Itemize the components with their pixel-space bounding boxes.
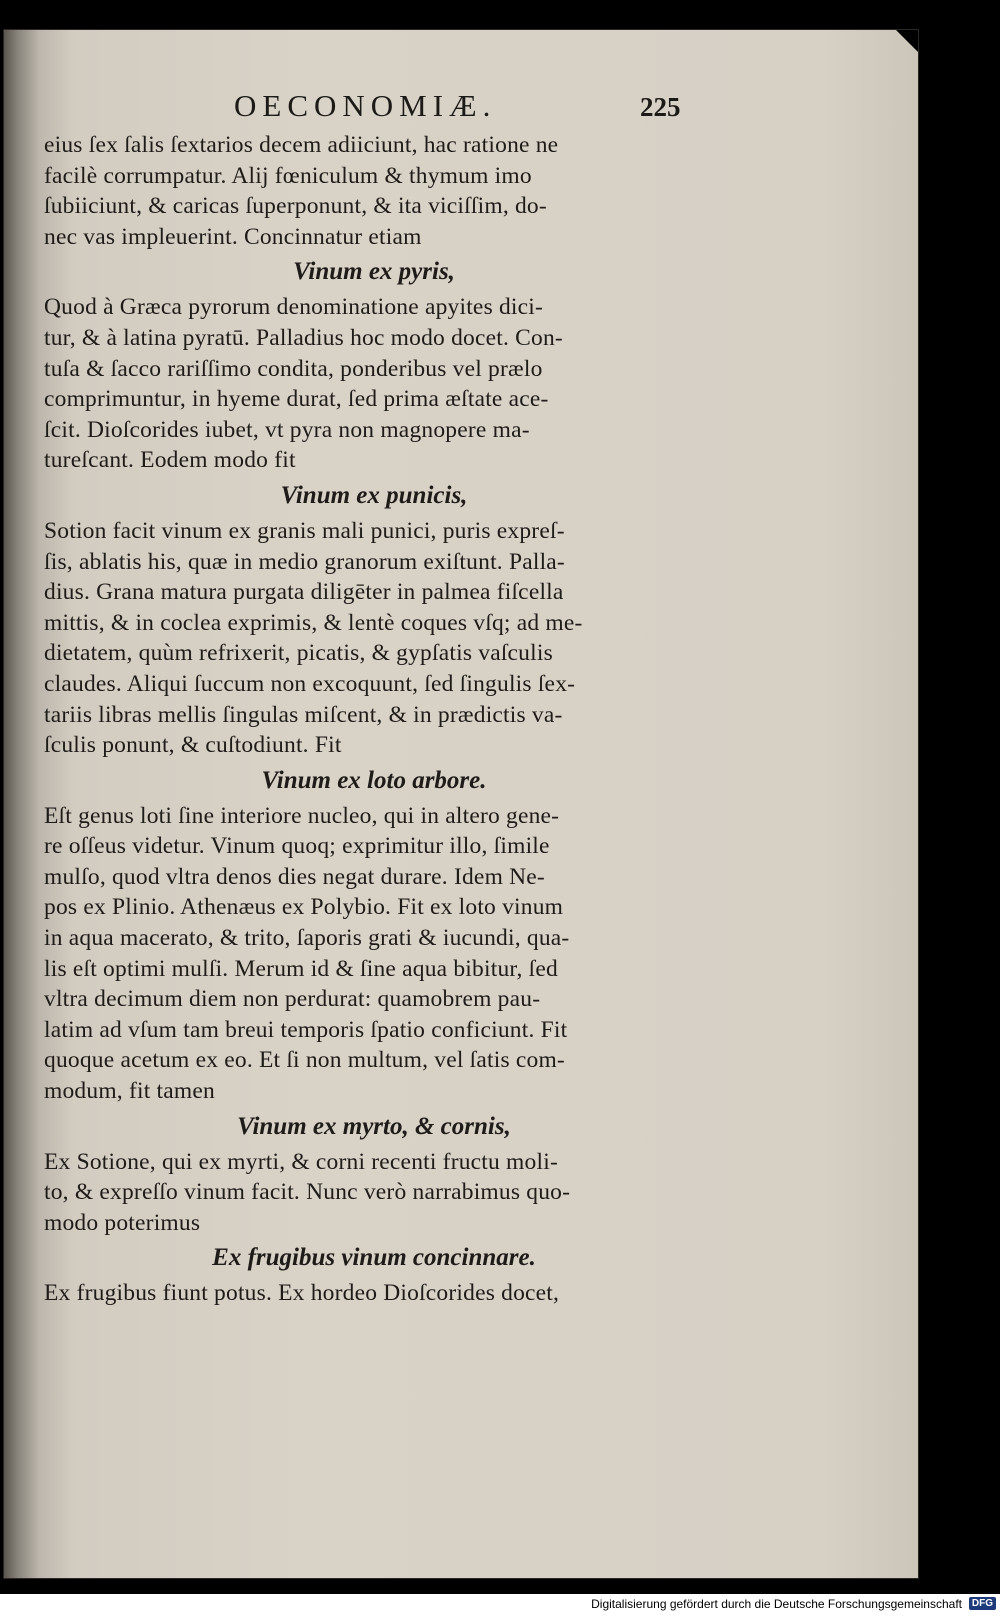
text-line: pos ex Plinio. Athenæus ex Polybio. Fit ex loto vinum (44, 894, 564, 921)
text-line: latim ad vſum tam breui temporis ſpatio conficiunt. Fit (44, 1016, 568, 1043)
page-number: 225 (640, 92, 681, 122)
text-line: tur, & à latina pyratū. Palladius hoc modo docet. Con- (44, 324, 563, 351)
text-line: mittis, & in coclea exprimis, & lentè coques vſq; ad me- (44, 609, 583, 636)
text-line: modum, fit tamen (44, 1078, 215, 1105)
text-line: re oſſeus videtur. Vinum quoq; exprimitur illo, ſimile (44, 833, 550, 860)
dfg-logo: DFG (969, 1597, 996, 1610)
text-line: quoque acetum ex eo. Et ſi non multum, vel ſatis com- (44, 1047, 565, 1074)
book-page (4, 30, 918, 1578)
folded-corner (896, 30, 918, 52)
text-line: in aqua macerato, & trito, ſaporis grati & iucundi, qua- (44, 925, 570, 952)
text-line: mulſo, quod vltra denos dies negat durare. Idem Ne- (44, 863, 545, 890)
running-head: OECONOMIÆ. (234, 88, 497, 123)
text-line: vltra decimum diem non perdurat: quamobrem pau- (44, 986, 541, 1013)
text-line: tariis libras mellis ſingulas miſcent, & in prædictis va- (44, 701, 563, 728)
text-line: lis eſt optimi mulſi. Merum id & ſine aqua bibitur, ſed (44, 955, 558, 982)
body-text (44, 130, 674, 1309)
section-heading: Ex frugibus vinum concinnare. (212, 1244, 536, 1272)
text-line: Ex frugibus fiunt potus. Ex hordeo Dioſcorides docet, (44, 1280, 560, 1307)
text-line: ſculis ponunt, & cuſtodiunt. Fit (44, 732, 342, 759)
text-line: tureſcant. Eodem modo fit (44, 447, 296, 474)
digitization-footer (0, 1594, 1000, 1618)
text-line: Ex Sotione, qui ex myrti, & corni recenti fructu moli- (44, 1148, 558, 1175)
text-line: ſubiiciunt, & caricas ſuperponunt, & ita viciſſim, do- (44, 193, 547, 220)
text-line: comprimuntur, in hyeme durat, ſed prima æſtate ace- (44, 386, 549, 413)
text-line: ſis, ablatis his, quæ in medio granorum exiſtunt. Palla- (44, 548, 565, 575)
text-line: Sotion facit vinum ex granis mali punici, puris expreſ- (44, 517, 565, 544)
text-line: modo poterimus (44, 1209, 201, 1236)
text-line: eius ſex ſalis ſextarios decem adiiciunt, hac ratione ne (44, 132, 559, 158)
text-line: dius. Grana matura purgata diligēter in palmea fiſcella (44, 579, 564, 606)
text-line: to, & expreſſo vinum facit. Nunc verò narrabimus quo- (44, 1179, 571, 1206)
text-line: nec vas impleuerint. Concinnatur etiam (44, 223, 422, 250)
text-line: Eſt genus loti ſine interiore nucleo, qui in altero gene- (44, 802, 560, 829)
funding-credit: Digitalisierung gefördert durch die Deutsche Forschungsgemeinschaft (591, 1597, 962, 1611)
text-line: tuſa & ſacco rariſſimo condita, ponderibus vel prælo (44, 355, 543, 382)
text-line: facilè corrumpatur. Alij fœniculum & thymum imo (44, 162, 532, 189)
text-line: Quod à Græca pyrorum denominatione apyites dici- (44, 294, 544, 321)
section-heading: Vinum ex punicis, (280, 481, 468, 509)
section-heading: Vinum ex pyris, (293, 258, 455, 286)
text-line: claudes. Aliqui ſuccum non excoquunt, ſed ſingulis ſex- (44, 670, 576, 697)
section-heading: Vinum ex myrto, & cornis, (237, 1112, 511, 1140)
text-line: dietatem, quùm refrixerit, picatis, & gypſatis vaſculis (44, 640, 553, 667)
text-line: ſcit. Dioſcorides iubet, vt pyra non magnopere ma- (44, 416, 530, 443)
section-heading: Vinum ex loto arbore. (261, 766, 487, 794)
